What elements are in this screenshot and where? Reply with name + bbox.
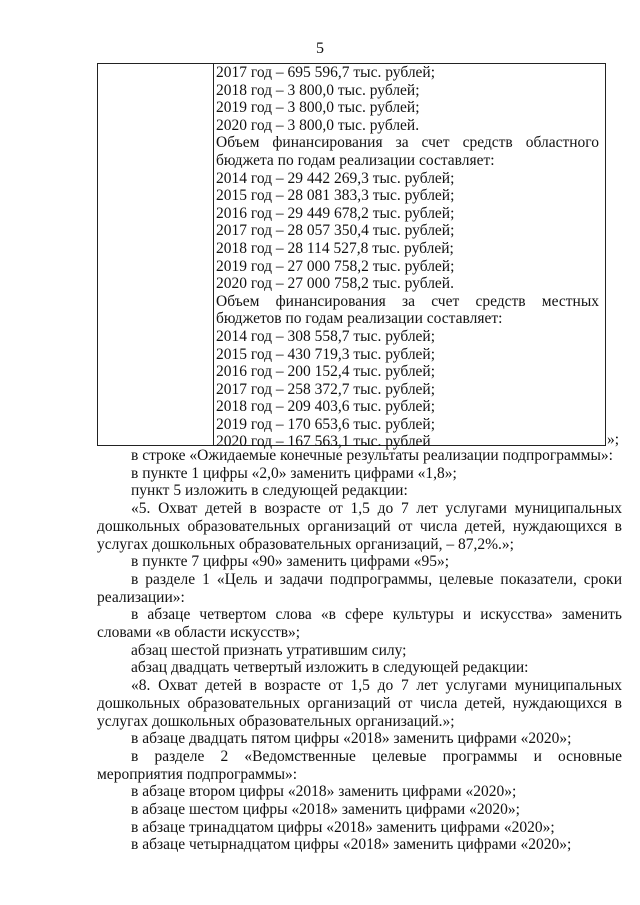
table-column-divider [213,64,214,445]
paragraph: в разделе 2 «Ведомственные целевые программы и основные мероприятия подпрограммы»: [97,747,622,783]
paragraph: в пункте 1 цифры «2,0» заменить цифрами «1,8»; [131,464,457,482]
paragraph: в абзаце шестом цифры «2018» заменить цифрами «2020»; [131,801,520,819]
paragraph: в пункте 7 цифры «90» заменить цифрами «95»; [131,553,450,571]
financing-line: 2018 год – 3 800,0 тыс. рублей; [216,81,420,99]
paragraph: в абзаце тринадцатом цифры «2018» заменить цифрами «2020»; [131,818,555,836]
financing-line: 2017 год – 695 596,7 тыс. рублей; [216,64,436,81]
paragraph: в абзаце двадцать пятом цифры «2018» заменить цифрами «2020»; [131,730,572,748]
paragraph: пункт 5 изложить в следующей редакции: [131,482,408,500]
financing-line: 2017 год – 258 372,7 тыс. рублей; [216,380,436,398]
paragraph: «5. Охват детей в возрасте от 1,5 до 7 лет услугами муниципальных дошкольных образовательных организаций от числа детей, нуждающихся в услугах дошкольных образовательных организаций, – 87,2%.»; [97,500,622,553]
financing-line: 2016 год – 200 152,4 тыс. рублей; [216,363,436,381]
page-number: 5 [316,40,324,57]
financing-line: 2018 год – 209 403,6 тыс. рублей; [216,398,436,416]
financing-line: 2019 год – 27 000 758,2 тыс. рублей; [216,257,455,275]
financing-table [97,63,606,451]
financing-line: 2014 год – 308 558,7 тыс. рублей; [216,327,436,345]
regional-heading: Объем финансирования за счет средств областного [216,134,599,152]
local-heading-cont: бюджетов по годам реализации составляет: [216,310,503,328]
amendment-text [97,447,622,854]
table-closing-quote: »; [607,431,620,448]
financing-line: 2017 год – 28 057 350,4 тыс. рублей; [216,222,455,240]
financing-line: 2019 год – 3 800,0 тыс. рублей; [216,99,420,117]
financing-line: 2016 год – 29 449 678,2 тыс. рублей; [216,204,455,222]
paragraph: в абзаце четвертом слова «в сфере культуры и искусства» заменить словами «в области искусств»; [97,606,622,642]
paragraph: в абзаце втором цифры «2018» заменить цифрами «2020»; [131,783,517,801]
financing-line: 2015 год – 430 719,3 тыс. рублей; [216,345,436,363]
financing-line: 2020 год – 3 800,0 тыс. рублей. [216,116,420,134]
financing-line: 2015 год – 28 081 383,3 тыс. рублей; [216,187,455,205]
financing-cell [216,64,599,451]
local-heading: Объем финансирования за счет средств местных [216,292,599,310]
financing-line: 2020 год – 167 563,1 тыс. рублей [216,433,431,451]
paragraph: в строке «Ожидаемые конечные результаты реализации подпрограммы»: [131,447,613,464]
regional-heading-cont: бюджета по годам реализации составляет: [216,151,495,169]
paragraph: в абзаце четырнадцатом цифры «2018» заменить цифрами «2020»; [131,836,572,854]
paragraph: абзац двадцать четвертый изложить в следующей редакции: [131,659,529,677]
financing-line: 2018 год – 28 114 527,8 тыс. рублей; [216,239,454,257]
financing-line: 2019 год – 170 653,6 тыс. рублей; [216,415,436,433]
paragraph: в разделе 1 «Цель и задачи подпрограммы, целевые показатели, сроки реализации»: [97,570,622,606]
paragraph: «8. Охват детей в возрасте от 1,5 до 7 лет услугами муниципальных дошкольных образовательных организаций от числа детей, нуждающихся в услугах дошкольных образовательных организаций.»; [97,677,622,730]
financing-line: 2014 год – 29 442 269,3 тыс. рублей; [216,169,455,187]
financing-line: 2020 год – 27 000 758,2 тыс. рублей. [216,275,454,293]
paragraph: абзац шестой признать утратившим силу; [131,641,407,659]
